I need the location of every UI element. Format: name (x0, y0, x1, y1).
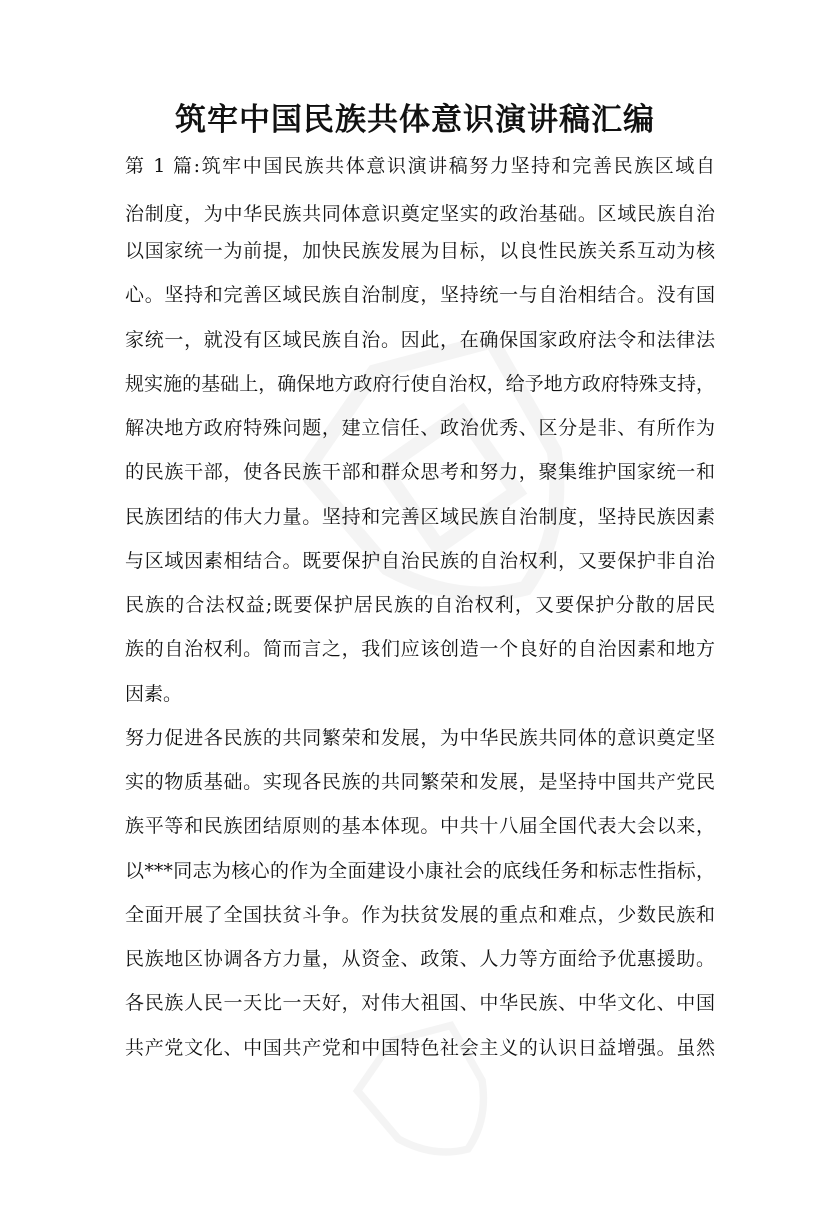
text-line: 第 1 篇:筑牢中国民族共体意识演讲稿努力坚持和完善民族区域自 (125, 155, 715, 177)
text-line: 家统一，就没有区域民族自治。因此，在确保国家政府法令和法律法 (125, 329, 715, 351)
text-line: 因素。 (125, 683, 183, 705)
text-line: 以国家统一为前提，加快民族发展为目标，以良性民族关系互动为核 (125, 240, 715, 262)
text-line: 治制度，为中华民族共同体意识奠定坚实的政治基础。区域民族自治 (125, 203, 715, 225)
text-line: 族的自治权利。简而言之，我们应该创造一个良好的自治因素和地方 (125, 638, 715, 660)
text-line: 民族地区协调各方力量，从资金、政策、人力等方面给予优惠援助。 (125, 948, 715, 970)
text-line: 民族团结的伟大力量。坚持和完善区域民族自治制度，坚持民族因素 (125, 506, 715, 528)
text-line: 以***同志为核心的作为全面建设小康社会的底线任务和标志性指标， (125, 860, 715, 882)
text-line: 努力促进各民族的共同繁荣和发展，为中华民族共同体的意识奠定坚 (125, 727, 715, 749)
text-line: 全面开展了全国扶贫斗争。作为扶贫发展的重点和难点，少数民族和 (125, 904, 715, 926)
text-line: 共产党文化、中国共产党和中国特色社会主义的认识日益增强。虽然 (125, 1037, 715, 1059)
document-title: 筑牢中国民族共体意识演讲稿汇编 (175, 102, 655, 138)
text-line: 与区域因素相结合。既要保护自治民族的自治权利，又要保护非自治 (125, 550, 715, 572)
text-line: 解决地方政府特殊问题，建立信任、政治优秀、区分是非、有所作为 (125, 417, 715, 439)
text-line: 族平等和民族团结原则的基本体现。中共十八届全国代表大会以来， (125, 815, 715, 837)
text-line: 心。坚持和完善区域民族自治制度，坚持统一与自治相结合。没有国 (125, 284, 715, 306)
text-line: 实的物质基础。实现各民族的共同繁荣和发展，是坚持中国共产党民 (125, 771, 715, 793)
text-line: 各民族人民一天比一天好，对伟大祖国、中华民族、中华文化、中国 (125, 992, 715, 1014)
text-line: 规实施的基础上，确保地方政府行使自治权，给予地方政府特殊支持， (125, 373, 715, 395)
text-line: 的民族干部，使各民族干部和群众思考和努力，聚集维护国家统一和 (125, 461, 715, 483)
text-line: 民族的合法权益;既要保护居民族的自治权利，又要保护分散的居民 (125, 594, 715, 616)
